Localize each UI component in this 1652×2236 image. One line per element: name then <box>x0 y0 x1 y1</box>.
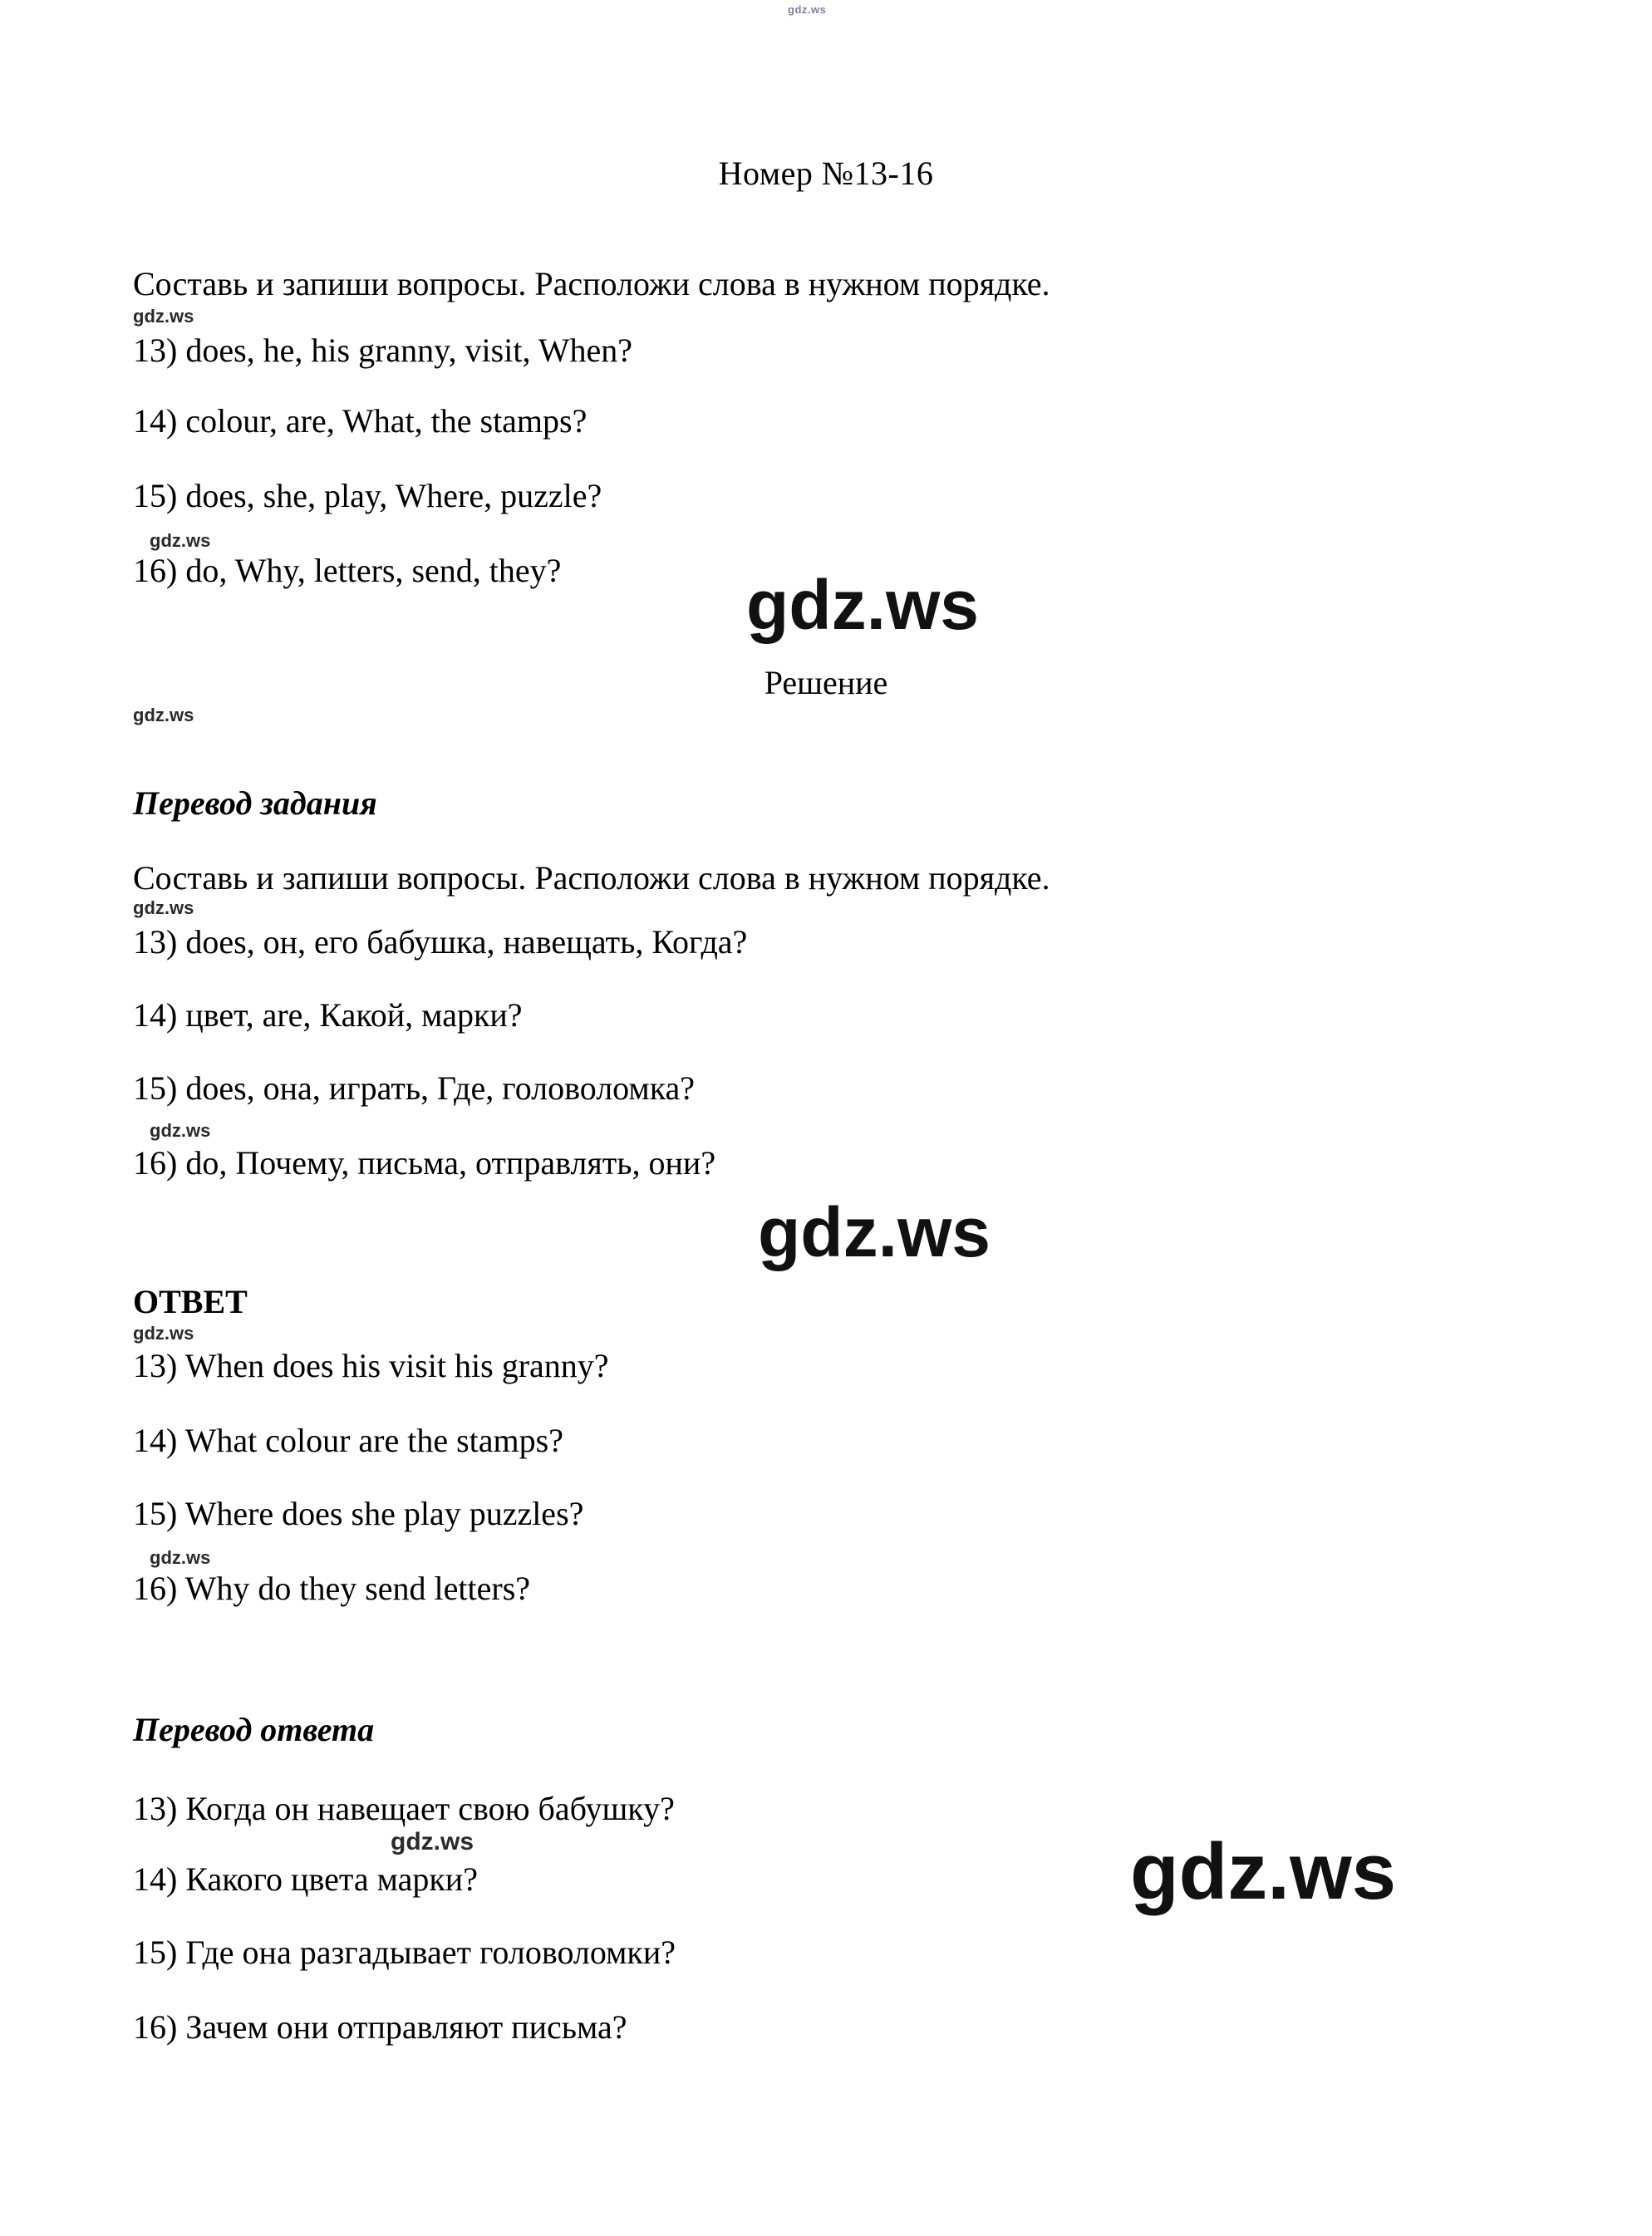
watermark-small-1: gdz.ws <box>133 306 194 327</box>
task-translation-item-13: 13) does, он, его бабушка, навещать, Когда? <box>133 923 748 961</box>
solution-label: Решение <box>764 664 888 701</box>
answer-item-14: 14) What colour are the stamps? <box>133 1422 563 1459</box>
answer-translation-item-16: 16) Зачем они отправляют письма? <box>133 2008 627 2046</box>
watermark-small-7: gdz.ws <box>150 1547 211 1568</box>
watermark-big-2: gdz.ws <box>758 1193 991 1271</box>
watermark-small-8: gdz.ws <box>391 1828 474 1855</box>
task-item-16: 16) do, Why, letters, send, they? <box>133 552 562 589</box>
answer-translation-item-14: 14) Какого цвета марки? <box>133 1860 478 1898</box>
page-title: Номер №13-16 <box>718 155 934 192</box>
watermark-big-3: gdz.ws <box>1130 1827 1397 1916</box>
answer-item-13: 13) When does his visit his granny? <box>133 1347 609 1384</box>
answer-translation-item-13: 13) Когда он навещает свою бабушку? <box>133 1790 675 1827</box>
answer-translation-heading: Перевод ответа <box>133 1711 375 1748</box>
watermark-small-5: gdz.ws <box>150 1120 211 1141</box>
answer-item-15: 15) Where does she play puzzles? <box>133 1495 584 1532</box>
task-translation-prompt: Составь и запиши вопросы. Расположи слова в нужном порядке. <box>133 859 1050 897</box>
task-item-14: 14) colour, are, What, the stamps? <box>133 402 588 440</box>
answer-item-16: 16) Why do they send letters? <box>133 1570 531 1607</box>
task-item-13: 13) does, he, his granny, visit, When? <box>133 332 632 369</box>
watermark-top: gdz.ws <box>788 3 827 16</box>
watermark-small-3: gdz.ws <box>133 705 194 725</box>
answer-heading: ОТВЕТ <box>133 1283 248 1320</box>
task-translation-item-16: 16) do, Почему, письма, отправлять, они? <box>133 1144 716 1182</box>
task-translation-item-15: 15) does, она, играть, Где, головоломка? <box>133 1069 696 1107</box>
task-translation-heading: Перевод задания <box>133 784 377 822</box>
task-translation-item-14: 14) цвет, are, Какой, марки? <box>133 996 523 1034</box>
watermark-small-6: gdz.ws <box>133 1323 194 1344</box>
task-prompt: Составь и запиши вопросы. Расположи слова в нужном порядке. <box>133 265 1050 302</box>
watermark-big-1: gdz.ws <box>746 566 980 644</box>
watermark-small-2: gdz.ws <box>150 530 211 551</box>
watermark-small-4: gdz.ws <box>133 897 194 918</box>
task-item-15: 15) does, she, play, Where, puzzle? <box>133 477 602 514</box>
answer-translation-item-15: 15) Где она разгадывает головоломки? <box>133 1934 676 1971</box>
